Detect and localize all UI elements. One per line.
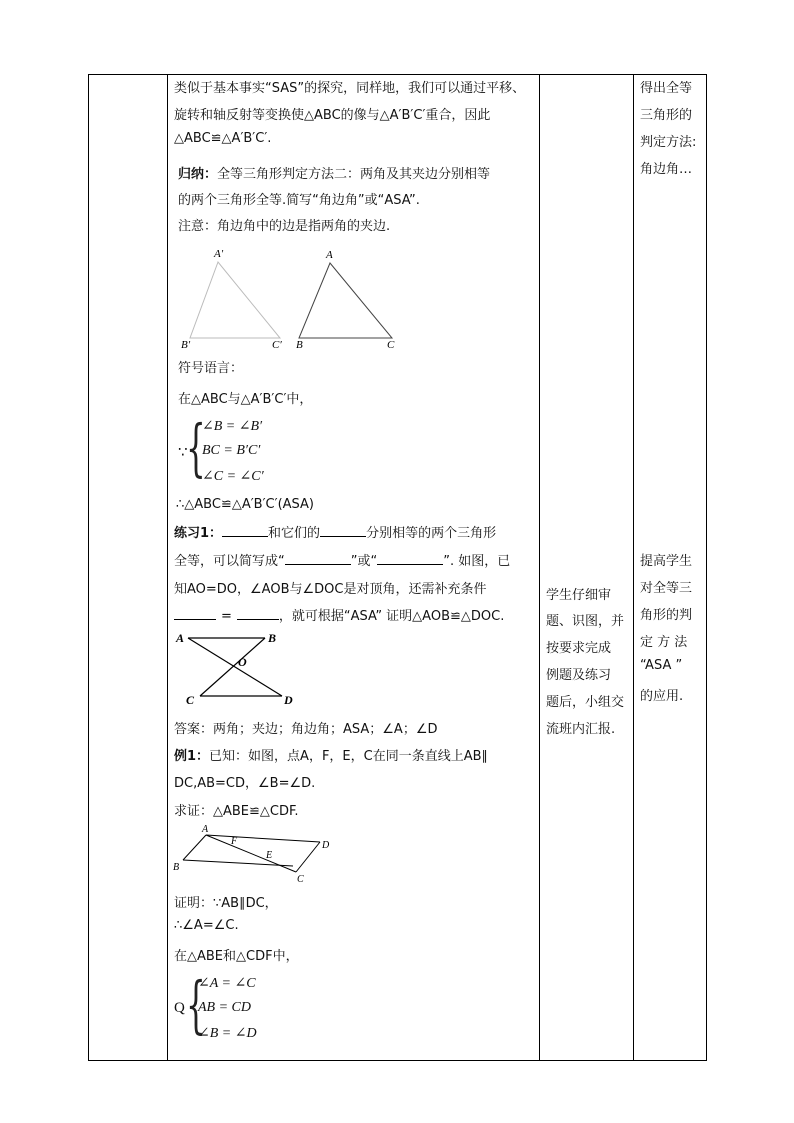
- activity-line-6: 流班内汇报.: [546, 722, 616, 737]
- blank-1[interactable]: [222, 522, 268, 537]
- segment-dc: [296, 842, 320, 872]
- label-a1: A′: [214, 248, 224, 260]
- segment-ad: [188, 638, 282, 696]
- exercise-text-2b: ”或“: [350, 554, 378, 569]
- fig3-label-e: E: [266, 850, 273, 861]
- intent-top-2: 三角形的: [640, 108, 693, 123]
- fig2-label-c: C: [186, 693, 195, 707]
- label-c: C: [387, 339, 395, 350]
- proof-condition-3: ∠B = ∠D: [198, 1026, 257, 1041]
- in-triangle-text: 在△ABC与△A′B′C′中，: [178, 392, 313, 407]
- table-right-border: [706, 74, 707, 1061]
- fig3-label-b: B: [173, 862, 180, 873]
- intent-mid-1: 提高学生: [640, 554, 693, 569]
- fig3-label-a: A: [202, 824, 209, 835]
- exercise-text-4b: ，就可根据“ASA” 证明△AOB≌△DOC.: [278, 609, 505, 624]
- blank-4[interactable]: [377, 550, 443, 565]
- activity-line-2: 题、识图，并: [546, 614, 625, 629]
- blank-2[interactable]: [320, 522, 366, 537]
- blank-3[interactable]: [285, 550, 351, 565]
- exercise-line-2: [174, 550, 510, 569]
- conclusion-asa: ∴△ABC≌△A′B′C′(ASA): [176, 497, 314, 512]
- summary-text-2: 的两个三角形全等.简写“角边角”或“ASA”.: [178, 193, 420, 208]
- example-line-2: DC,AB=CD，∠B=∠D.: [174, 776, 316, 791]
- fig2-label-o: O: [238, 655, 247, 669]
- intro-line-1: 类似于基本事实“SAS”的探究，同样地，我们可以通过平移、: [174, 81, 526, 96]
- exercise-text-2a: 全等，可以简写成“: [174, 554, 285, 569]
- summary-paragraph: [178, 163, 490, 182]
- because-symbol: ∵: [178, 443, 188, 461]
- segment-bc: [200, 638, 265, 696]
- exercise-text-1b: 分别相等的两个三角形: [366, 526, 497, 541]
- note-text: 注意：角边角中的边是指两角的夹边.: [178, 219, 391, 234]
- intent-mid-3: 角形的判: [640, 608, 693, 623]
- intent-top-1: 得出全等: [640, 81, 693, 96]
- proof-brace: {: [186, 968, 206, 1041]
- condition-2: BC = B′C′: [202, 443, 261, 458]
- figure-vertical-angles: [172, 628, 302, 710]
- proof-condition-2: AB = CD: [198, 1000, 251, 1015]
- proof-line-3: 在△ABE和△CDF中，: [174, 949, 299, 964]
- fig2-label-d: D: [284, 693, 293, 707]
- col-divider-3: [633, 74, 634, 1061]
- condition-brace: {: [186, 411, 206, 484]
- prove-text: 求证：△ABE≌△CDF.: [174, 804, 299, 819]
- exercise-line-3: 知AO=DO，∠AOB与∠DOC是对顶角，还需补充条件: [174, 582, 487, 597]
- segment-be: [183, 860, 293, 866]
- fig3-label-f: F: [231, 836, 238, 847]
- label-a: A: [326, 249, 333, 261]
- fig2-label-b: B: [268, 631, 277, 645]
- summary-text-1: 全等三角形判定方法二：两角及其夹边分别相等: [217, 167, 491, 182]
- blank-6[interactable]: [237, 605, 279, 620]
- label-c1: C′: [272, 339, 282, 350]
- activity-line-5: 题后，小组交: [546, 695, 625, 710]
- table-left-border: [88, 74, 89, 1061]
- intro-line-2: 旋转和轴反射等变换使△ABC的像与△A′B′C′重合，因此: [174, 108, 491, 123]
- activity-line-1: 学生仔细审: [546, 588, 612, 603]
- example-line-1: [174, 745, 488, 764]
- exercise-line-1: [174, 522, 496, 541]
- fig2-label-a: A: [176, 631, 185, 645]
- segment-ac: [206, 835, 296, 872]
- col-divider-2: [539, 74, 540, 1061]
- triangle-abc: [299, 263, 392, 338]
- fig3-label-d: D: [322, 840, 330, 851]
- exercise-label: 练习1：: [174, 526, 223, 541]
- blank-5[interactable]: [174, 605, 216, 620]
- segment-ba: [183, 835, 206, 860]
- exercise-eq: =: [221, 609, 232, 624]
- intent-top-4: 角边角…: [640, 162, 693, 177]
- label-b: B: [296, 339, 303, 350]
- segment-af-d: [206, 835, 320, 842]
- activity-line-3: 按要求完成: [546, 641, 612, 656]
- intro-line-3: △ABC≌△A′B′C′.: [174, 131, 272, 146]
- intent-mid-4: 定 方 法: [640, 635, 688, 650]
- table-bottom-border: [88, 1060, 707, 1061]
- exercise-line-4: [174, 605, 504, 624]
- symbol-language-label: 符号语言：: [178, 361, 244, 376]
- figure-two-triangles: [176, 245, 416, 350]
- exercise-text-1a: 和它们的: [268, 526, 321, 541]
- summary-label: 归纳：: [178, 167, 218, 182]
- fig3-label-c: C: [297, 874, 304, 885]
- intent-mid-5: “ASA ”: [640, 658, 683, 673]
- label-b1: B′: [181, 339, 191, 350]
- col-divider-1: [167, 74, 168, 1061]
- condition-1: ∠B = ∠B′: [202, 419, 263, 434]
- intent-top-3: 判定方法:: [640, 135, 697, 150]
- table-top-border: [88, 74, 707, 75]
- example-text-1: 已知：如图，点A，F，E，C在同一条直线上AB∥: [209, 749, 489, 764]
- intent-mid-6: 的应用.: [640, 689, 684, 704]
- intent-mid-2: 对全等三: [640, 581, 693, 596]
- activity-line-4: 例题及练习: [546, 668, 612, 683]
- figure-parallel: [170, 822, 340, 888]
- condition-3: ∠C = ∠C′: [202, 469, 264, 484]
- triangle-a1b1c1: [190, 262, 280, 338]
- answer-text: 答案：两角；夹边；角边角；ASA；∠A；∠D: [174, 722, 438, 737]
- proof-condition-1: ∠A = ∠C: [198, 976, 256, 991]
- exercise-text-2c: ”. 如图，已: [443, 554, 511, 569]
- example-label: 例1：: [174, 749, 210, 764]
- q-symbol: Q: [174, 1000, 185, 1016]
- proof-line-1: 证明：∵AB∥DC，: [174, 896, 278, 911]
- proof-line-2: ∴∠A=∠C.: [174, 918, 239, 933]
